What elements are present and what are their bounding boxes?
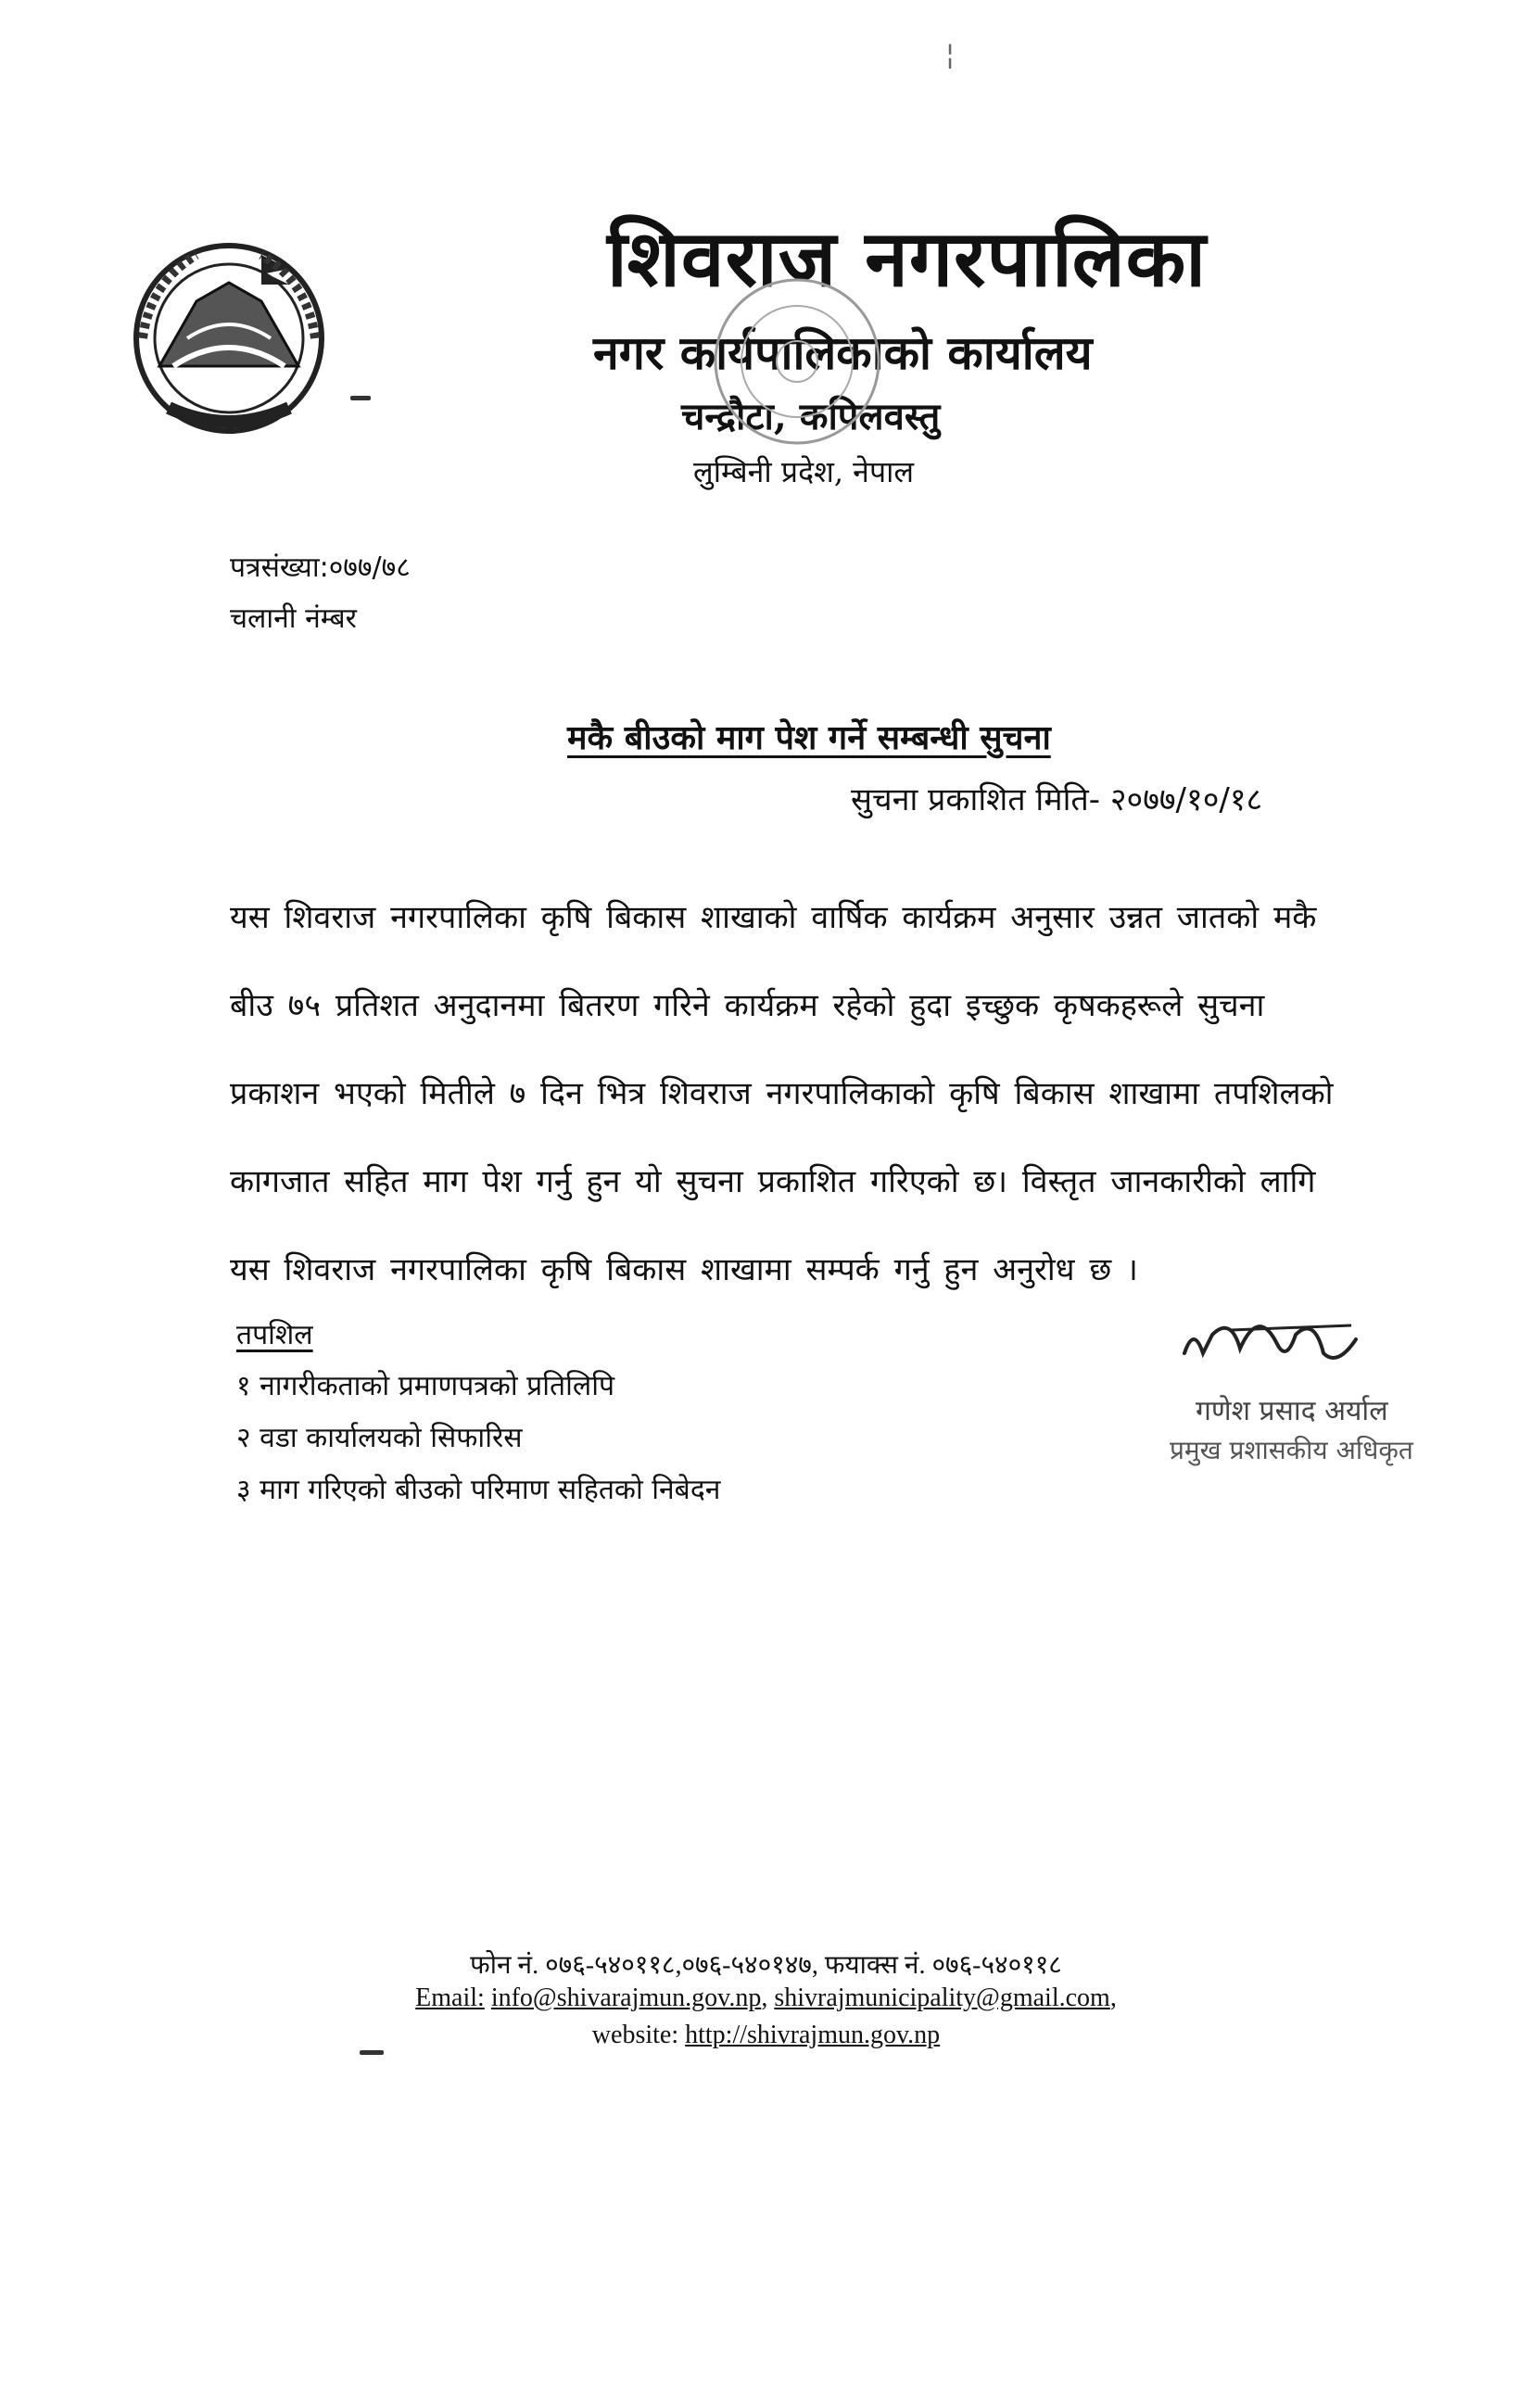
list-item: १ नागरीकताको प्रमाणपत्रको प्रतिलिपि — [236, 1370, 615, 1402]
handwritten-signature — [1175, 1298, 1379, 1390]
footer-website — [0, 2021, 1532, 2050]
email-separator: , — [761, 1983, 768, 2012]
website-link[interactable]: http://shivrajmun.gov.np — [685, 2021, 941, 2049]
office-stamp — [704, 255, 890, 468]
email-link-2[interactable]: shivrajmunicipality@gmail.com — [774, 1983, 1110, 2012]
office-location: चन्द्रौटा, कपिलवस्तु — [681, 395, 941, 438]
footer-phone: फोन नं. ०७६-५४०११८,०७६-५४०१४७, फयाक्स नं. ०७६-५४०११८ — [470, 1951, 1062, 1980]
office-name: नगर कार्यपालिकाको कार्यालय — [593, 325, 1093, 380]
body-line: कागजात सहित माग पेश गर्नु हुन यो सुचना प्रकाशित गरिएको छ। विस्तृत जानकारीको लागि — [230, 1163, 1316, 1200]
email-label: Email: — [415, 1983, 485, 2012]
email-end: , — [1109, 1983, 1117, 2012]
footer-email — [0, 1983, 1532, 2013]
body-line: बीउ ७५ प्रतिशत अनुदानमा बितरण गरिने कार्यक्रम रहेको हुदा इच्छुक कृषकहरूले सुचना — [230, 987, 1265, 1024]
page-margin-mark: ¦ — [945, 39, 956, 71]
website-label: website: — [591, 2021, 679, 2049]
list-item: ३ माग गरिएको बीउको परिमाण सहितको निबेदन — [236, 1474, 721, 1506]
margin-dash — [360, 2050, 384, 2055]
body-line: यस शिवराज नगरपालिका कृषि बिकास शाखामा सम्पर्क गर्नु हुन अनुरोध छ । — [230, 1251, 1138, 1288]
email-link-1[interactable]: info@shivarajmun.gov.np — [490, 1983, 762, 2012]
body-line: प्रकाशन भएको मितीले ७ दिन भित्र शिवराज नगरपालिकाको कृषि बिकास शाखामा तपशिलको — [230, 1075, 1334, 1112]
publish-date: सुचना प्रकाशित मिति- २०७७/१०/१८ — [851, 781, 1263, 818]
tapasil-list — [236, 1361, 720, 1516]
signatory-title: प्रमुख प्रशासकीय अधिकृत — [1170, 1435, 1413, 1465]
notice-subject: मकै बीउको माग पेश गर्ने सम्बन्धी सुचना — [567, 719, 1051, 757]
province-country: लुम्बिनी प्रदेश, नेपाल — [693, 454, 915, 489]
dispatch-number: चलानी नंम्बर — [230, 602, 357, 635]
municipality-title: शिवराज नगरपालिका — [607, 212, 1207, 304]
signatory-name: गणेश प्रसाद अर्याल — [1196, 1395, 1388, 1427]
body-line: यस शिवराज नगरपालिका कृषि बिकास शाखाको वार्षिक कार्यक्रम अनुसार उन्नत जातको मकै — [230, 899, 1317, 936]
tapasil-title: तपशिल — [236, 1319, 313, 1351]
letter-number: पत्रसंख्या:०७७/७८ — [230, 551, 411, 584]
list-item: २ वडा कार्यालयको सिफारिस — [236, 1422, 523, 1454]
nepal-emblem-logo — [122, 227, 336, 440]
margin-dash — [350, 396, 371, 400]
notice-body — [230, 890, 1527, 1330]
